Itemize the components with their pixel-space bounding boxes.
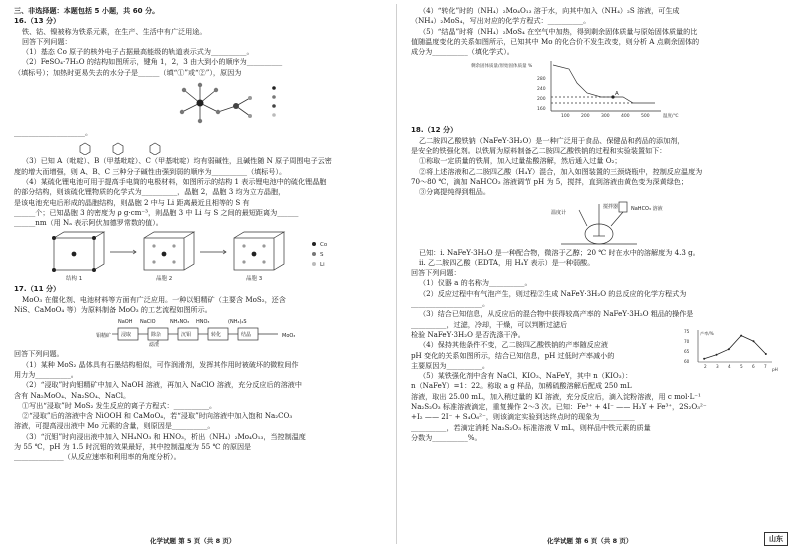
region-badge: 山东 [764, 532, 788, 546]
q18-line: __________，过滤，冷却，干燥，可以判断过滤后 [411, 319, 568, 329]
ph-data-point [765, 353, 767, 355]
pyridine-rings [14, 141, 383, 155]
q16-line: ______个；已知晶胞 3 的密度为 ρ g·cm⁻³，则晶胞 3 中 Li 与 S 之间的最短距离为______ [14, 207, 299, 217]
flow-step: 除杂 [151, 332, 162, 339]
q18-line: +I₂ —— 2I⁻ + S₄O₆²⁻，则该滴定实验到达终点时的现象为__________ [411, 412, 635, 422]
q18-line: ②将上述溶液和乙二胺四乙酸（H₄Y）混合，加入如图装置的三颈烧瓶中，控制反应温度为 [419, 166, 703, 176]
q18-line: 溶液，取出 25.00 mL，加入稍过量的 KI 溶液，充分反应后，滴入淀粉溶液，用 c mol·L⁻¹ [411, 391, 701, 401]
apparatus-diagram [411, 200, 780, 246]
legend-li: Li [320, 262, 325, 269]
q17-line: （1）某种 MoS₂ 晶体具有石墨结构相似，可作润滑剂，发挥其作用时被破坏的微粒间作 [22, 359, 299, 369]
feso4-structure-figure [14, 80, 383, 126]
ph-series-line [704, 336, 766, 359]
q16-line: （1）基态 Co 原子的核外电子占据最高能级的轨道表示式为__________。 [22, 47, 254, 57]
ph-ytick: 60 [684, 359, 690, 365]
q18-line: pH 变化的关系如图所示，结合已知信息，pH 过低时产率减小的 [411, 350, 615, 360]
q18-line: （1）仪器 a 的名称为__________。 [419, 278, 532, 288]
flow-waste: 滤渣 [149, 342, 160, 348]
q18-line: （4）保持其他条件不变，乙二胺四乙酸铁钠的产率随反应液 [419, 340, 608, 350]
ring-c [150, 143, 160, 155]
ph-ylabel: 产率/% [700, 331, 714, 337]
q17-line: 用力为__________。 [14, 369, 78, 379]
q18-line: __________，若滴定消耗 Na₂S₂O₃ 标准溶液 V mL，则样品中铁元素的质量 [411, 422, 651, 432]
cell-label-2: 晶胞 2 [156, 276, 173, 283]
q17-cont-line: 成分为__________（填化学式）。 [411, 47, 514, 57]
q18-line: ____________________。 [411, 299, 490, 309]
q18-line: ⅱ. 乙二胺四乙酸（EDTA，用 H₄Y 表示）是一种弱酸。 [419, 257, 595, 267]
tg-chart [411, 59, 780, 123]
ph-data-point [728, 348, 730, 350]
ph-ytick: 65 [684, 349, 690, 355]
q17-line: ①写出“浸取”时 MoS₂ 发生反应的离子方程式：__________。 [22, 400, 217, 410]
q17-line: 溶液，可提高浸出液中 Mo 元素的含量，则原因是__________。 [14, 421, 215, 431]
q17-line: NiS、CaMoO₄ 等）为原料制备 MoO₃ 的工艺流程如图所示。 [14, 305, 212, 315]
q16-line: （2）FeSO₄·7H₂O 的结构如图所示，键角 1，2，3 由大到小的顺序为__________ [22, 57, 283, 67]
q17-line: MoO₃ 在催化剂、电池材料等方面有广泛应用。一种以钼精矿（主要含 MoS₂，还含 [22, 294, 286, 304]
ph-data-point [716, 354, 718, 356]
ph-xtick: 3 [716, 364, 719, 370]
q17-line: （3）“沉钼”时向浸出液中加入 NH₄NO₃ 和 HNO₃，析出（NH₄）₂Mo₄O₁₃，当控制温度 [22, 431, 306, 441]
q18-line: n（NaFeY）=1：22。称取 a g 样品，加稀硫酸溶解后配成 250 mL [411, 381, 632, 391]
q17-line: （2）“浸取”时向钼精矿中加入 NaOH 溶液，再加入 NaClO 溶液，充分反应后的溶液中 [22, 380, 302, 390]
ph-xtick: 2 [704, 364, 707, 370]
q17-heading: 17.（11 分） [14, 284, 61, 294]
q18-line: ①称取一定质量的铁屑，加入过量盐酸溶解，然后通入过量 O₂； [419, 156, 622, 166]
right-footer: 化学试题 第 6 页（共 8 页） [547, 537, 633, 545]
q17-line: 为 55 ℃，pH 为 1.5 时沉钼的效果最好，其中控制温度为 55 ℃ 的原因是 [14, 442, 252, 452]
q16-line: 度的增大而增强，则 A、B、C 三种分子碱性由强到弱的顺序为__________（填标号）。 [14, 166, 287, 176]
point-a-label: A [615, 91, 619, 98]
q16-heading: 16.（13 分） [14, 16, 61, 26]
q17-cont-line: 值随温度变化的关系如图所示，已知其中 Mo 的化合价不发生改变，则分析 A 点剩余固体的 [411, 36, 700, 46]
q16-line: ______nm（用 Nₐ 表示阿伏加德罗常数的值）。 [14, 218, 163, 228]
legend-s: S [320, 252, 324, 259]
q16-line: （4）某硫化锂电池可用于提高手电筒的电极材料，如图所示的结构 1 表示锂电池中的硫化锂晶胞 [22, 176, 327, 186]
flow-reagent: NaClO [140, 319, 156, 326]
pyridine-structures-figure [14, 140, 383, 154]
q16-line: 铁、钴、镍被称为铁系元素，在生产、生活中有广泛用途。 [22, 26, 207, 36]
feso4-structure-diagram [14, 80, 383, 126]
apparatus-label: 搅拌器 [603, 203, 619, 210]
ph-xtick: 4 [728, 364, 731, 370]
ph-data-point [703, 358, 705, 360]
q16-line: （填标号）；加热时更易失去的水分子是______（填“①”或“②”），原因为 [14, 67, 242, 77]
ring-a [80, 143, 90, 155]
tg-chart-svg [411, 59, 780, 123]
apparatus-figure [411, 200, 780, 246]
q16-line: 回答下列问题： [22, 36, 72, 46]
tg-ylabel: 剩余固体质量/原始固体质量 % [471, 64, 533, 70]
tg-xtick: 500 [641, 114, 650, 120]
q17-line: ______________（从反应速率和利用率的角度分析）。 [14, 452, 181, 462]
tg-xtick: 200 [581, 114, 590, 120]
ph-ytick: 70 [684, 339, 690, 345]
q18-line: ③分离提纯得到粗品。 [419, 187, 490, 197]
cell-label-1: 结构 1 [66, 276, 83, 283]
q18-line: 主要原因为__________。 [411, 360, 490, 370]
apparatus-label: 温度计 [551, 209, 567, 216]
tg-xtick: 300 [601, 114, 610, 120]
q18-line: （2）反应过程中有气泡产生，则过程②生成 NaFeY·3H₂O 的总反应的化学方程式为 [419, 288, 687, 298]
q18-line: 已知：ⅰ. NaFeY·3H₂O 是一种配合物，微溶于乙醇；20 ℃ 时在水中的溶解度为 4.3 g。 [419, 247, 700, 257]
q17-line: ②“浸取”后的溶液中含 NiOOH 和 CaMoO₄，若“浸取”时向溶液中加入饱和 Na₂CO₃ [22, 411, 293, 421]
q18-line: 乙二胺四乙酸铁钠（NaFeY·3H₂O）是一种广泛用于食品、保健品和药品的添加剂， [419, 135, 685, 145]
mo-process-flow [14, 317, 383, 347]
q18-line: （3）结合已知信息，从反应后的混合物中获得较高产率的 NaFeY·3H₂O 粗品的操作是 [419, 309, 694, 319]
q16-lines-b [14, 156, 383, 228]
q16-lines-a [14, 27, 383, 78]
q16-line: 是该电池充电后形成的晶胞结构，则晶胞 2 中与 Li 距离最近且相等的 S 有 [14, 197, 250, 207]
ph-data-point [753, 340, 755, 342]
flow-start: 钼精矿 [96, 333, 112, 340]
tg-ytick: 280 [537, 77, 546, 83]
flow-end: MoO₃ [282, 333, 296, 340]
flow-diagram [14, 317, 383, 347]
q17-line: 含有 Na₂MoO₄、Na₂SO₄、NaCl。 [14, 390, 131, 400]
ph-ytick: 75 [684, 329, 690, 335]
q18-line: 检验 NaFeY·3H₂O 是否洗涤干净。 [411, 329, 525, 339]
q17-cont-line: （4）“转化”时的（NH₄）₂Mo₄O₁₃ 溶于水，向其中加入（NH₄）₂S 溶液，可生成 [419, 6, 680, 15]
q16-line: ____________________。 [14, 128, 93, 138]
section-heading: 三、非选择题：本题包括 5 小题，共 60 分。 [14, 6, 160, 15]
apparatus-label: NaHCO₃ 溶液 [631, 205, 663, 212]
flow-step: 转化 [211, 332, 222, 339]
flow-reagent: HNO₃ [196, 319, 210, 326]
q18-line: 70～80 ℃，滴加 NaHCO₃ 溶液调节 pH 为 5，搅拌，直到溶液由黄色变为深黄绿色； [411, 176, 688, 186]
tg-ytick: 200 [537, 97, 546, 103]
ph-data-point [740, 335, 742, 337]
q16-line: 的部分结构，则该硫化锂物质的化学式为__________，晶胞 2，晶胞 3 均为立方晶胞， [14, 187, 286, 197]
q18-line: 分数为__________%。 [411, 432, 482, 442]
ph-chart [680, 328, 780, 372]
q18-line: 回答下列问题： [411, 268, 461, 278]
flow-step: 浸取 [121, 332, 132, 339]
tg-xtick: 400 [621, 114, 630, 120]
flow-reagent: NH₄NO₃ [170, 319, 190, 326]
flow-step: 沉钼 [181, 332, 192, 339]
crystal-cells-diagram [14, 230, 383, 282]
q18-heading: 18.（12 分） [411, 125, 458, 135]
tg-ytick: 240 [537, 87, 546, 93]
cell-label-3: 晶胞 3 [246, 276, 263, 283]
ph-xtick: 5 [740, 364, 743, 370]
q17-lines-b [14, 349, 383, 462]
tg-ytick: 160 [537, 107, 546, 113]
q17-cont-line: （NH₄）₂MoS₄，写出对应的化学方程式：__________。 [411, 16, 591, 26]
flow-reagent: (NH₄)₂S [228, 319, 247, 326]
legend-co: Co [320, 242, 328, 249]
q18-line: Na₂S₂O₃ 标准溶液滴定，重复操作 2～3 次。已知：Fe³⁺ + 4I⁻ —— H₂Y + Fe³⁺，2S₂O₃²⁻ [411, 402, 707, 412]
ph-xtick: 7 [764, 364, 767, 370]
right-page [397, 0, 794, 551]
q16-line: （3）已知 A（吡啶）、B（甲基吡啶）、C（甲基吡啶）均有弱碱性，且碱性随 N 原子周围电子云密 [22, 156, 332, 166]
q17-cont-line: （5）“结晶”时将（NH₄）₂MoS₄ 在空气中加热，得到剩余固体质量与原始固体质量的比 [419, 26, 698, 36]
left-footer: 化学试题 第 5 页（共 8 页） [150, 537, 236, 545]
crystal-cells-figure [14, 230, 383, 282]
ring-b [113, 143, 123, 155]
q18-line: 是安全的铁强化剂。以铁屑为原料制备乙二胺四乙酸铁钠的过程和实验装置如下： [411, 146, 667, 156]
ph-xlabel: pH [772, 367, 778, 373]
q17-line: 回答下列问题。 [14, 349, 64, 359]
flow-step: 结晶 [241, 332, 252, 339]
ph-xtick: 6 [752, 364, 755, 370]
flow-reagent: NaOH [118, 319, 133, 326]
tg-xtick: 100 [561, 114, 570, 120]
tg-xlabel: 温度/℃ [663, 114, 679, 120]
q18-line: （5）某铁强化剂中含有 NaCl、KIO₃、NaFeY，其中 n（KIO₃）： [419, 371, 633, 381]
